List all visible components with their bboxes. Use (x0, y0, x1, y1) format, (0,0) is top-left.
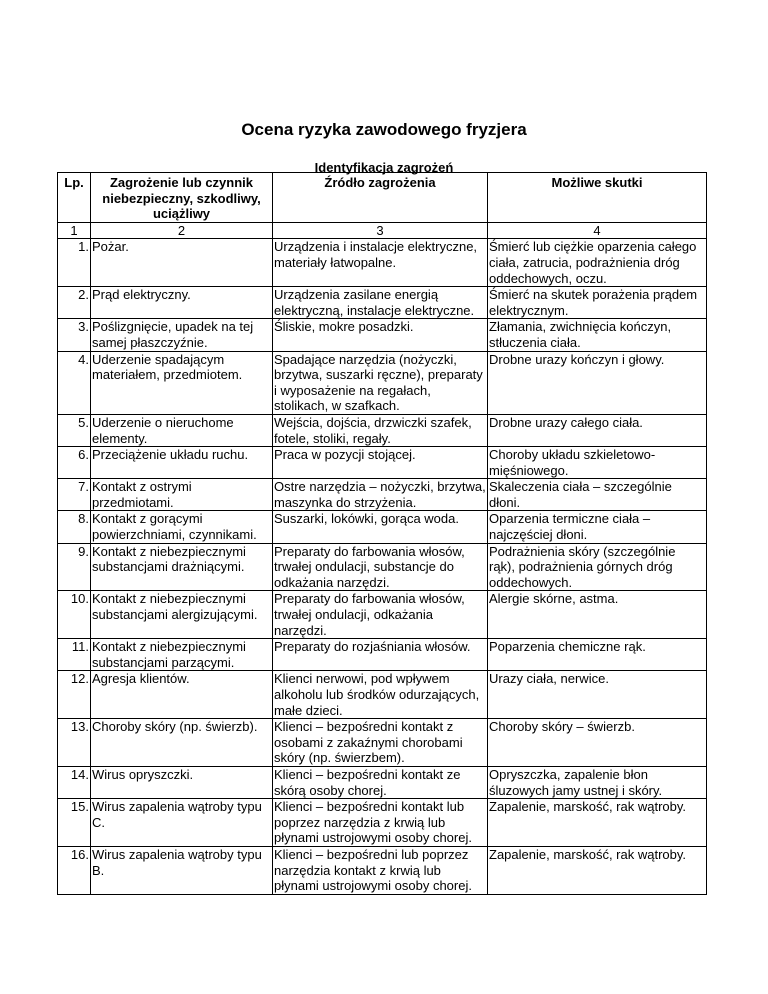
hazard-cell: Kontakt z gorącymi powierzchniami, czynnikami. (91, 511, 273, 543)
table-row (58, 591, 707, 639)
source-cell: Klienci – bezpośredni kontakt z osobami z zakaźnymi chorobami skóry (np. świerzbem). (273, 719, 488, 767)
effects-cell: Zapalenie, marskość, rak wątroby. (488, 799, 707, 847)
hazard-cell: Przeciążenie układu ruchu. (91, 447, 273, 479)
table-row (58, 414, 707, 446)
table-row (58, 799, 707, 847)
table-row (58, 287, 707, 319)
column-number: 3 (273, 222, 488, 239)
effects-cell: Poparzenia chemiczne rąk. (488, 639, 707, 671)
table-row (58, 639, 707, 671)
row-number: 14. (58, 766, 91, 798)
table-row (58, 479, 707, 511)
effects-cell: Śmierć lub ciężkie oparzenia całego ciała, zatrucia, podrażnienia dróg oddechowych, oczu. (488, 239, 707, 287)
header-source: Źródło zagrożenia (273, 173, 488, 223)
header-lp: Lp. (58, 173, 91, 223)
effects-cell: Oparzenia termiczne ciała – najczęściej dłoni. (488, 511, 707, 543)
row-number: 9. (58, 543, 91, 591)
table-row (58, 671, 707, 719)
table-row (58, 766, 707, 798)
hazard-cell: Wirus opryszczki. (91, 766, 273, 798)
effects-cell: Skaleczenia ciała – szczególnie dłoni. (488, 479, 707, 511)
table-header-row (58, 173, 707, 223)
row-number: 11. (58, 639, 91, 671)
row-number: 7. (58, 479, 91, 511)
row-number: 10. (58, 591, 91, 639)
hazard-cell: Wirus zapalenia wątroby typu B. (91, 846, 273, 894)
hazard-cell: Wirus zapalenia wątroby typu C. (91, 799, 273, 847)
table-row (58, 447, 707, 479)
effects-cell: Choroby układu szkieletowo-mięśniowego. (488, 447, 707, 479)
hazard-cell: Poślizgnięcie, upadek na tej samej płaszczyźnie. (91, 319, 273, 351)
effects-cell: Choroby skóry – świerzb. (488, 719, 707, 767)
effects-cell: Drobne urazy całego ciała. (488, 414, 707, 446)
effects-cell: Opryszczka, zapalenie błon śluzowych jamy ustnej i skóry. (488, 766, 707, 798)
row-number: 13. (58, 719, 91, 767)
hazard-cell: Uderzenie spadającym materiałem, przedmiotem. (91, 351, 273, 414)
table-row (58, 511, 707, 543)
row-number: 8. (58, 511, 91, 543)
table-row (58, 719, 707, 767)
source-cell: Ostre narzędzia – nożyczki, brzytwa, maszynka do strzyżenia. (274, 479, 486, 510)
source-cell: Spadające narzędzia (nożyczki, brzytwa, suszarki ręczne), preparaty i wyposażenie na regałach, stolikach, w szafkach. (273, 351, 488, 414)
hazard-cell: Kontakt z niebezpiecznymi substancjami drażniącymi. (91, 543, 273, 591)
effects-cell: Drobne urazy kończyn i głowy. (488, 351, 707, 414)
effects-cell: Alergie skórne, astma. (488, 591, 707, 639)
hazard-cell: Kontakt z ostrymi przedmiotami. (91, 479, 273, 511)
hazard-cell: Kontakt z niebezpiecznymi substancjami parzącymi. (91, 639, 273, 671)
source-cell: Wejścia, dojścia, drzwiczki szafek, fotele, stoliki, regały. (273, 414, 488, 446)
header-effects: Możliwe skutki (488, 173, 707, 223)
row-number: 3. (58, 319, 91, 351)
row-number: 16. (58, 846, 91, 894)
risk-table (57, 172, 707, 895)
column-number: 1 (58, 222, 91, 239)
effects-cell: Śmierć na skutek porażenia prądem elektrycznym. (488, 287, 707, 319)
effects-cell: Podrażnienia skóry (szczególnie rąk), podrażnienia górnych dróg oddechowych. (488, 543, 707, 591)
source-cell: Preparaty do farbowania włosów, trwałej ondulacji, substancje do odkażania narzędzi. (273, 543, 488, 591)
table-row (58, 543, 707, 591)
source-cell: Urządzenia zasilane energią elektryczną, instalacje elektryczne. (273, 287, 488, 319)
source-cell: Klienci – bezpośredni lub poprzez narzędzia kontakt z krwią lub płynami ustrojowymi osoby chorej. (273, 846, 488, 894)
source-cell: Urządzenia i instalacje elektryczne, materiały łatwopalne. (273, 239, 488, 287)
hazard-cell: Agresja klientów. (91, 671, 273, 719)
row-number: 1. (58, 239, 91, 287)
effects-cell: Złamania, zwichnięcia kończyn, stłuczenia ciała. (488, 319, 707, 351)
hazard-cell: Prąd elektryczny. (91, 287, 273, 319)
source-cell: Preparaty do rozjaśniania włosów. (273, 639, 488, 671)
row-number: 5. (58, 414, 91, 446)
row-number: 2. (58, 287, 91, 319)
column-number: 2 (91, 222, 273, 239)
hazard-cell: Kontakt z niebezpiecznymi substancjami alergizującymi. (91, 591, 273, 639)
row-number: 12. (58, 671, 91, 719)
row-number: 4. (58, 351, 91, 414)
column-number-row (58, 222, 707, 239)
header-hazard: Zagrożenie lub czynnik niebezpieczny, szkodliwy, uciążliwy (91, 173, 273, 223)
table-row (58, 239, 707, 287)
effects-cell: Zapalenie, marskość, rak wątroby. (488, 846, 707, 894)
document-title: Ocena ryzyka zawodowego fryzjera (241, 120, 527, 139)
table-row (58, 319, 707, 351)
source-cell: Suszarki, lokówki, gorąca woda. (273, 511, 488, 543)
source-cell: Praca w pozycji stojącej. (273, 447, 488, 479)
table-caption: Identyfikacja zagrożeń (314, 160, 454, 175)
source-cell: Klienci – bezpośredni kontakt ze skórą osoby chorej. (273, 766, 488, 798)
row-number: 6. (58, 447, 91, 479)
table-row (58, 351, 707, 414)
hazard-cell: Pożar. (91, 239, 273, 287)
row-number: 15. (58, 799, 91, 847)
hazard-cell: Uderzenie o nieruchome elementy. (91, 414, 273, 446)
source-cell: Preparaty do farbowania włosów, trwałej ondulacji, odkażania narzędzi. (273, 591, 488, 639)
source-cell: Śliskie, mokre posadzki. (273, 319, 488, 351)
table-row (58, 846, 707, 894)
effects-cell: Urazy ciała, nerwice. (488, 671, 707, 719)
source-cell: Klienci – bezpośredni kontakt lub poprzez narzędzia z krwią lub płynami ustrojowymi osoby chorej. (273, 799, 488, 847)
hazard-cell: Choroby skóry (np. świerzb). (91, 719, 273, 767)
column-number: 4 (488, 222, 707, 239)
source-cell: Klienci nerwowi, pod wpływem alkoholu lub środków odurzających, małe dzieci. (273, 671, 488, 719)
